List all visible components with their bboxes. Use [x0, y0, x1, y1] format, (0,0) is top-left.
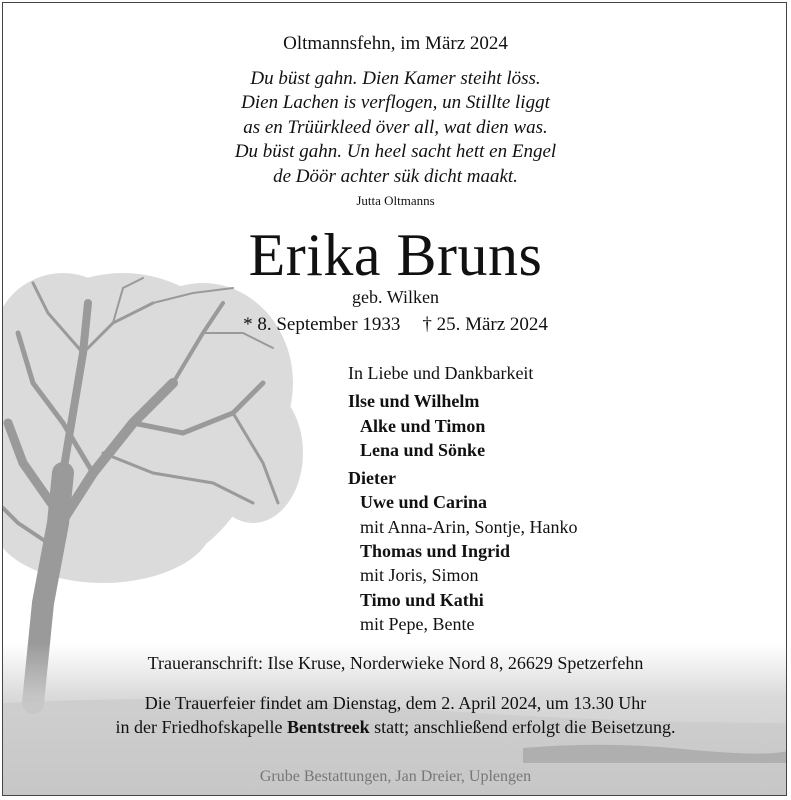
- ceremony-text: statt; anschließend erfolgt die Beisetzung.: [369, 717, 676, 737]
- mourning-address: Traueranschrift: Ilse Kruse, Norderwieke Nord 8, 26629 Spetzerfehn: [147, 653, 644, 673]
- ceremony-line: Die Trauerfeier findet am Dienstag, dem 2. April 2024, um 13.30 Uhr: [144, 693, 647, 713]
- birth-name: geb. Wilken: [352, 287, 439, 307]
- mourner-couple: Ilse und Wilhelm: [348, 391, 480, 412]
- death-date: † 25. März 2024: [422, 314, 548, 335]
- poem-line: Dien Lachen is verflogen, un Stillte liggt: [241, 92, 550, 114]
- mourners-intro: In Liebe und Dankbarkeit: [348, 363, 534, 383]
- poem-author: Jutta Oltmanns: [356, 193, 435, 208]
- poem-line: as en Trüürkleed över all, wat dien was.: [243, 116, 548, 138]
- mourner-couple: Lena und Sönke: [360, 439, 486, 460]
- ceremony-text: in der Friedhofskapelle: [115, 717, 287, 737]
- mourner-couple: Alke und Timon: [360, 415, 486, 436]
- undertaker-credit: Grube Bestattungen, Jan Dreier, Uplengen: [259, 768, 532, 785]
- poem-line: de Döör achter sük dicht maakt.: [273, 165, 518, 187]
- birth-date: * 8. September 1933: [243, 314, 401, 335]
- mourners-list: [348, 361, 577, 636]
- poem-line: Du büst gahn. Dien Kamer steiht löss.: [250, 68, 541, 89]
- mourner-children: mit Anna-Arin, Sontje, Hanko: [360, 516, 578, 537]
- mourner-couple: Thomas und Ingrid: [360, 541, 511, 562]
- mourner-couple: Timo und Kathi: [360, 589, 484, 610]
- life-dates: [3, 314, 787, 336]
- ceremony-line: [3, 715, 787, 739]
- ceremony-info: [3, 691, 787, 739]
- mourner-couple: Uwe und Carina: [360, 492, 488, 513]
- mourner-children: mit Joris, Simon: [360, 565, 479, 586]
- ceremony-location: Bentstreek: [286, 717, 370, 737]
- obituary-notice: [2, 2, 787, 796]
- deceased-name: Erika Bruns: [248, 222, 543, 288]
- mourner-name: Dieter: [348, 468, 396, 489]
- poem: [3, 67, 787, 189]
- mourner-children: mit Pepe, Bente: [360, 613, 475, 634]
- place-and-date: Oltmannsfehn, im März 2024: [283, 33, 508, 54]
- poem-line: Du büst gahn. Un heel sacht hett en Engel: [234, 141, 557, 163]
